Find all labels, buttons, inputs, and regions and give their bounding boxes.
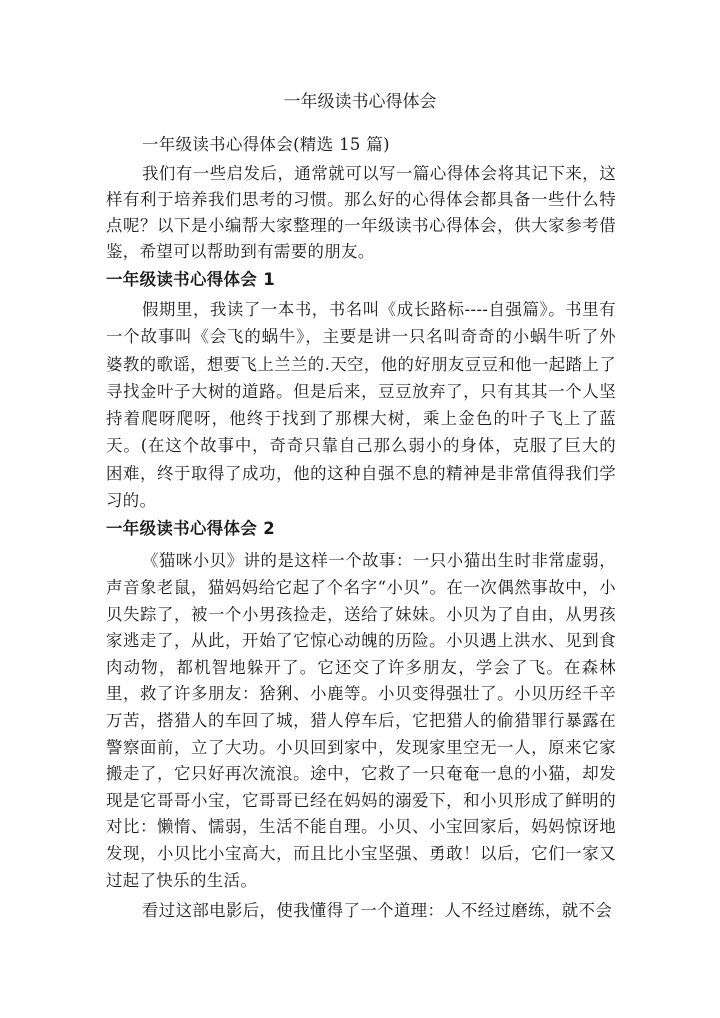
section-heading-1: 一年级读书心得体会 1 (106, 270, 276, 289)
document-subtitle: 一年级读书心得体会(精选 15 篇) (142, 135, 390, 154)
section-heading-2: 一年级读书心得体会 2 (106, 519, 276, 539)
document-body (106, 132, 616, 924)
section-2-paragraph-1: 《猫咪小贝》讲的是这样一个故事：一只小猫出生时非常虚弱，声音象老鼠，猫妈妈给它起了个名字“小贝”。在一次偶然事故中，小贝失踪了，被一个小男孩捡走，送给了妹妹。小贝为了自由，从男孩家逃走了，从此，开始了它惊心动魄的历险。小贝遇上洪水、见到食肉动物，都机智地躲开了。它还交了许多朋友，学会了飞。在森林里，救了许多朋友：猞猁、小鹿等。小贝变得强壮了。小贝历经千辛万苦，搭猎人的车回了城，猎人停车后，它把猎人的偷猎罪行暴露在警察面前，立了大功。小贝回到家中，发现家里空无一人，原来它家搬走了，它只好再次流浪。途中，它救了一只奄奄一息的小猫，却发现是它哥哥小宝，它哥哥已经在妈妈的溺爱下，和小贝形成了鲜明的对比：懒惰、懦弱，生活不能自理。小贝、小宝回家后，妈妈惊讶地发现，小贝比小宝高大，而且比小宝坚强、勇敢！以后，它们一家又过起了快乐的生活。 (106, 551, 616, 890)
intro-paragraph: 我们有一些启发后，通常就可以写一篇心得体会将其记下来，这样有利于培养我们思考的习惯。那么好的心得体会都具备一些什么特点呢？以下是小编帮大家整理的一年级读书心得体会，供大家参考借鉴，希望可以帮助到有需要的朋友。 (106, 164, 616, 261)
section-2-paragraph-2: 看过这部电影后，使我懂得了一个道理：人不经过磨练，就不会 (142, 901, 613, 921)
document-title: 一年级读书心得体会 (283, 92, 437, 112)
section-1-paragraph: 假期里，我读了一本书，书名叫《成长路标----自强篇》。书里有一个故事叫《会飞的蜗牛》，主要是讲一只名叫奇奇的小蜗牛听了外婆教的歌谣，想要飞上兰兰的.天空，他的好朋友豆豆和他一起踏上了寻找金叶子大树的道路。但是后来，豆豆放弃了，只有其其一个人坚持着爬呀爬呀，他终于找到了那棵大树，乘上金色的叶子飞上了蓝天。(在这个故事中，奇奇只靠自己那么弱小的身体，克服了巨大的困难，终于取得了成功，他的这种自强不息的精神是非常值得我们学习的。 (106, 300, 616, 511)
